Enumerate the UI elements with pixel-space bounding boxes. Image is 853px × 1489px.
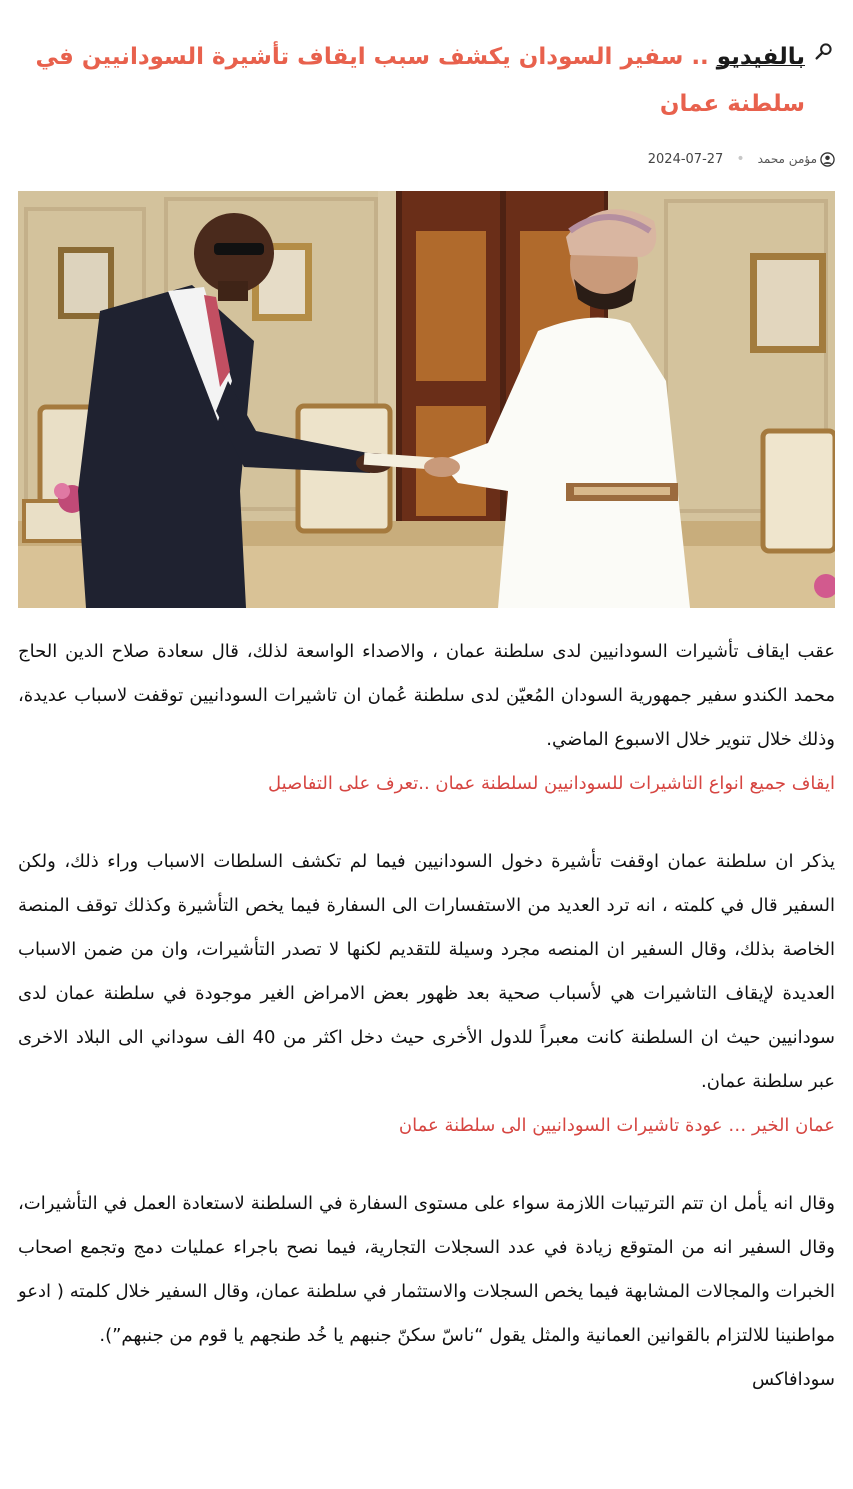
author-name[interactable]: مؤمن محمد	[757, 152, 817, 166]
meta-separator: •	[736, 151, 745, 167]
article-body	[18, 630, 835, 1402]
paragraph-1: عقب ايقاف تأشيرات السودانيين لدى سلطنة عمان ، والاصداء الواسعة لذلك، قال سعادة صلاح الدين الحاج محمد الكندو سفير جمهورية السودان المُعيّن لدى سلطنة عُمان ان تاشيرات السودانيين توقفت لاسباب عديدة، وذلك خلال تنوير خلال الاسبوع الماضي.	[18, 641, 835, 750]
title-keyword[interactable]: بالفيديو	[716, 44, 805, 70]
article-container	[18, 0, 835, 1402]
user-circle-icon	[820, 152, 835, 167]
paragraph-3: وقال انه يأمل ان تتم الترتيبات اللازمة سواء على مستوى السفارة في السلطنة لاستعادة العمل في التأشيرات، وقال السفير انه من المتوقع زيادة في عدد السجلات التجارية، فيما نصح باجراء عمليات دمج وتجمع اصحاب الخبرات والمجالات المشابهة فيما يخص السجلات والاستثمار في سلطنة عمان، وقال السفير خلال كلمته ( ادعو مواطنينا للالتزام بالقوانين العمانية والمثل يقول “ناسّ سكنّ جنبهم يا خُد طنجهم يا قوم من جنبهم”).	[18, 1193, 835, 1346]
paragraph-2: يذكر ان سلطنة عمان اوقفت تأشيرة دخول السودانيين فيما لم تكشف السلطات الاسباب وراء ذلك، ولكن السفير قال في كلمته ، انه ترد العديد من الاستفسارات الى السفارة فيما يخص التأشيرة وكذلك توقف المنصة الخاصة بذلك، وقال السفير ان المنصه مجرد وسيلة للتقديم لكنها لا تصدر التأشيرات، وان من ضمن الاسباب العديدة لإيقاف التاشيرات هي لأسباب صحية بعد ظهور بعض الامراض الغير موجودة في سلطنة عمان لدى سودانيين حيث ان السلطنة كانت معبراً للدول الأخرى حيث دخل اكثر من 40 الف سوداني الى البلاد الاخرى عبر سلطنة عمان.	[18, 851, 835, 1092]
title-text[interactable]: .. سفير السودان يكشف سبب ايقاف تأشيرة السودانيين في سلطنة عمان	[35, 44, 805, 117]
article-photo	[18, 191, 835, 608]
article-meta	[18, 150, 835, 168]
author[interactable]	[758, 152, 835, 167]
article-title[interactable]	[18, 34, 835, 128]
related-link-2[interactable]: عمان الخير … عودة تاشيرات السودانيين الى سلطنة عمان	[398, 1115, 835, 1136]
related-link-1[interactable]: ايقاف جميع انواع التاشيرات للسودانيين لسلطنة عمان ..تعرف على التفاصيل	[267, 773, 835, 794]
search-icon[interactable]	[813, 40, 835, 62]
source: سودافاكس	[751, 1369, 835, 1390]
publish-date: 2024-07-27	[647, 151, 724, 167]
